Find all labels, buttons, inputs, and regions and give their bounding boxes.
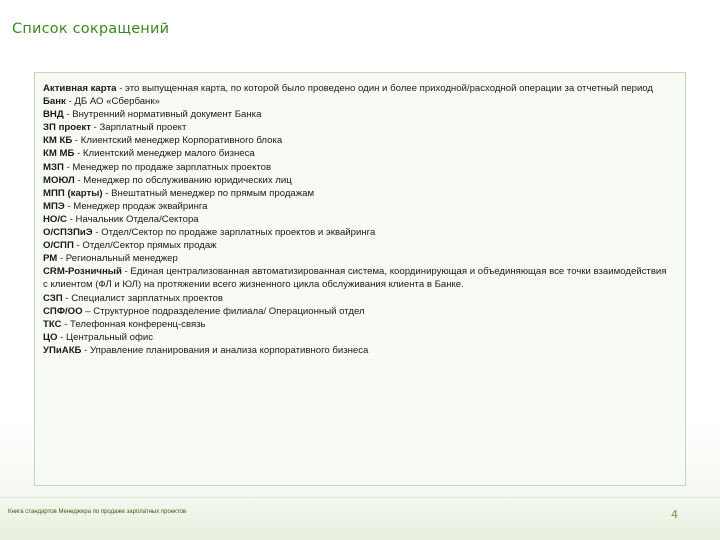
abbreviation-term: ВНД: [43, 109, 64, 121]
abbreviation-definition: - Начальник Отдела/Сектора: [66, 213, 199, 225]
abbreviation-definition: - Управление планирования и анализа корпоративного бизнеса: [81, 344, 369, 356]
abbreviation-term: ТКС: [43, 318, 62, 330]
abbreviation-entry: [43, 239, 673, 252]
abbreviation-entry: [43, 318, 673, 331]
abbreviation-entry: [43, 200, 673, 213]
abbreviation-entry: [43, 305, 673, 318]
abbreviation-entry: [43, 108, 673, 121]
abbreviation-definition: - Клиентский менеджер малого бизнеса: [74, 148, 255, 160]
abbreviation-entry: [43, 134, 673, 147]
abbreviation-term: CRM-Розничный: [43, 266, 122, 278]
abbreviation-definition: - это выпущенная карта, по которой было проведено один и более приходной/расходной операции за отчетный период: [116, 83, 654, 94]
abbreviation-entry: [43, 187, 673, 200]
abbreviation-entry: [43, 226, 673, 239]
abbreviation-term: МПЭ: [43, 200, 65, 212]
abbreviation-term: О/СПП: [43, 240, 74, 252]
abbreviation-entry: [43, 344, 673, 357]
title-bar: [0, 0, 720, 55]
abbreviation-definition: - Внутренний нормативный документ Банка: [63, 109, 262, 121]
abbreviation-term: МОЮЛ: [43, 174, 75, 186]
abbreviation-definition: - Отдел/Сектор прямых продаж: [73, 240, 217, 252]
abbreviation-term: РМ: [43, 253, 58, 265]
abbreviation-entry: [43, 174, 673, 187]
abbreviation-definition: - Клиентский менеджер Корпоративного блока: [72, 135, 283, 147]
abbreviation-term: Активная карта: [43, 83, 117, 94]
abbreviation-definition: - Центральный офис: [57, 331, 154, 343]
abbreviation-definition: - Зарплатный проект: [90, 122, 187, 134]
abbreviation-term: О/СПЗПиЭ: [43, 227, 93, 239]
page-title: Список сокращений: [12, 21, 170, 37]
abbreviation-entry: [43, 147, 673, 160]
abbreviation-definition: - Менеджер по обслуживанию юридических лиц: [74, 174, 292, 186]
abbreviation-entry: [43, 292, 673, 305]
abbreviation-definition: - Менеджер продаж эквайринга: [64, 200, 208, 212]
abbreviation-definition: – Структурное подразделение филиала/ Операционный отдел: [82, 305, 365, 317]
footer-caption: Книга стандартов Менеджера по продаже зарплатных проектов: [8, 509, 187, 515]
abbreviations-list: [43, 82, 673, 357]
abbreviation-term: ЦО: [43, 331, 58, 343]
abbreviation-definition: - Менеджер по продаже зарплатных проектов: [63, 161, 272, 173]
abbreviation-term: КМ МБ: [43, 148, 75, 160]
abbreviation-term: Банк: [43, 96, 66, 108]
abbreviation-entry: [43, 265, 673, 291]
abbreviation-entry: [43, 252, 673, 265]
abbreviation-definition: - Единая централизованная автоматизированная система, координирующая и объединяющая все точки взаимодействия с клиентом (ФЛ и ЮЛ) на протяжении всего жизненного цикла обслуживания клиента в Банке.: [43, 266, 667, 291]
abbreviation-term: КМ КБ: [43, 135, 73, 147]
abbreviation-definition: - ДБ АО «Сбербанк»: [65, 96, 160, 108]
abbreviation-definition: - Специалист зарплатных проектов: [62, 292, 223, 304]
abbreviation-entry: [43, 331, 673, 344]
abbreviation-term: УПиАКБ: [43, 344, 82, 356]
page-number: 4: [671, 508, 678, 521]
abbreviation-definition: - Внештатный менеджер по прямым продажам: [102, 187, 315, 199]
abbreviation-entry: [43, 95, 673, 108]
abbreviation-definition: - Телефонная конференц-связь: [61, 318, 206, 330]
abbreviation-term: СПФ/ОО: [43, 305, 83, 317]
abbreviation-definition: - Отдел/Сектор по продаже зарплатных проектов и эквайринга: [92, 227, 376, 239]
abbreviation-entry: [43, 82, 673, 95]
abbreviation-entry: [43, 161, 673, 174]
abbreviation-entry: [43, 121, 673, 134]
footer-band: [0, 497, 720, 540]
abbreviation-term: МЗП: [43, 161, 64, 173]
abbreviation-term: СЗП: [43, 292, 63, 304]
abbreviation-term: НО/С: [43, 213, 67, 225]
abbreviation-term: ЗП проект: [43, 122, 91, 134]
abbreviation-term: МПП (карты): [43, 187, 103, 199]
abbreviation-entry: [43, 213, 673, 226]
abbreviation-definition: - Региональный менеджер: [57, 253, 178, 265]
